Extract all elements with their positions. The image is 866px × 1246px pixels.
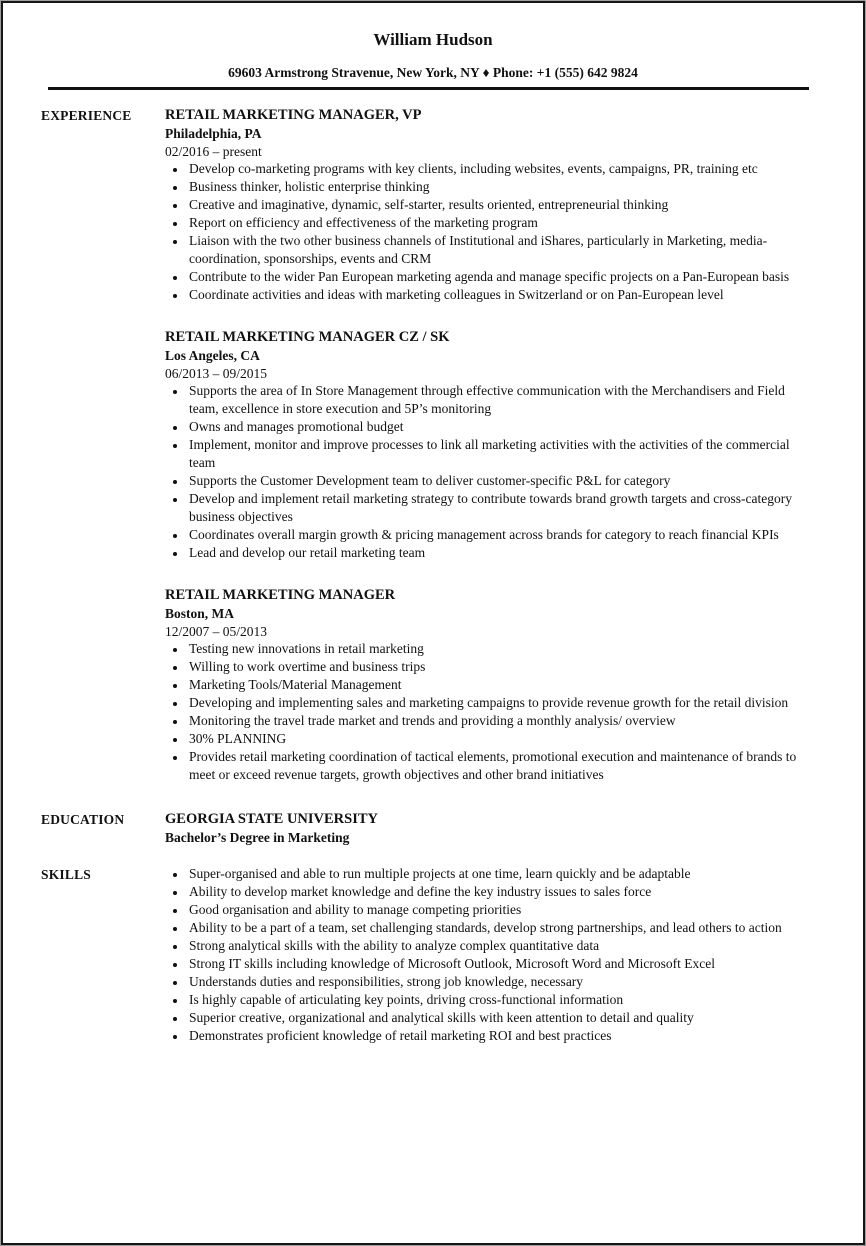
job-dates: 12/2007 – 05/2013 [165,624,268,639]
bullet-item: • Business thinker, holistic enterprise thinking [187,178,807,196]
job-dates: 02/2016 – present [165,144,262,159]
resume-header [3,29,863,90]
bullet-item: • Testing new innovations in retail marketing [187,640,807,658]
job-title: RETAIL MARKETING MANAGER CZ / SK [165,329,450,345]
contact-line: 69603 Armstrong Stravenue, New York, NY ♦ Phone: +1 (555) 642 9824 [228,65,638,80]
bullet-item: • Ability to be a part of a team, set challenging standards, develop strong partnerships, and lead others to action [187,919,807,937]
bullet-item: • Ability to develop market knowledge and define the key industry issues to sales force [187,883,807,901]
job-title: RETAIL MARKETING MANAGER [165,587,396,603]
header-divider [48,87,809,90]
bullet-item: • Understands duties and responsibilities, strong job knowledge, necessary [187,973,807,991]
bullet-item: • Creative and imaginative, dynamic, self-starter, results oriented, entrepreneurial thinking [187,196,807,214]
experience-content [165,106,807,784]
bullet-item: • Strong analytical skills with the ability to analyze complex quantitative data [187,937,807,955]
section-label-experience: EXPERIENCE [41,108,132,123]
section-label-skills: SKILLS [41,867,91,882]
resume-body [3,106,863,1045]
education-content [165,810,807,847]
school-name: GEORGIA STATE UNIVERSITY [165,811,378,827]
bullet-item: • Good organisation and ability to manage competing priorities [187,901,807,919]
bullet-item: • Strong IT skills including knowledge of Microsoft Outlook, Microsoft Word and Microsoft Excel [187,955,807,973]
bullet-item: • Is highly capable of articulating key points, driving cross-functional information [187,991,807,1009]
bullet-item: • Developing and implementing sales and marketing campaigns to provide revenue growth for the retail division [187,694,807,712]
skills-content [165,865,807,1045]
bullet-item: • Liaison with the two other business channels of Institutional and iShares, particularly in Marketing, media-coordination, sponsorships, events and CRM [187,232,807,268]
bullet-item: • Coordinate activities and ideas with marketing colleagues in Switzerland or on Pan-European level [187,286,807,304]
bullet-item: • Implement, monitor and improve processes to link all marketing activities with the activities of the commercial team [187,436,807,472]
bullet-item: • Monitoring the travel trade market and trends and providing a monthly analysis/ overview [187,712,807,730]
bullet-item: • 30% PLANNING [187,730,807,748]
bullet-item: • Develop co-marketing programs with key clients, including websites, events, campaigns, PR, training etc [187,160,807,178]
job-bullet-list [165,382,807,562]
bullet-item: • Contribute to the wider Pan European marketing agenda and manage specific projects on a Pan-European basis [187,268,807,286]
candidate-name: William Hudson [373,30,493,49]
experience-section [3,106,863,784]
section-label-education: EDUCATION [41,812,125,827]
job-location: Boston, MA [165,606,235,621]
job-bullet-list [165,160,807,304]
job-bullet-list [165,640,807,784]
bullet-item: • Super-organised and able to run multiple projects at one time, learn quickly and be adaptable [187,865,807,883]
bullet-item: • Willing to work overtime and business trips [187,658,807,676]
bullet-item: • Superior creative, organizational and analytical skills with keen attention to detail and quality [187,1009,807,1027]
bullet-item: • Lead and develop our retail marketing team [187,544,807,562]
bullet-item: • Marketing Tools/Material Management [187,676,807,694]
job-dates: 06/2013 – 09/2015 [165,366,268,381]
job-entry-2 [165,328,807,562]
job-location: Philadelphia, PA [165,126,262,141]
skills-bullet-list [165,865,807,1045]
bullet-item: • Provides retail marketing coordination of tactical elements, promotional execution and maintenance of brands to meet or exceed revenue targets, growth objectives and other brand initiatives [187,748,807,784]
resume-page [1,1,865,1245]
degree-name: Bachelor’s Degree in Marketing [165,830,350,845]
job-location: Los Angeles, CA [165,348,260,363]
job-title: RETAIL MARKETING MANAGER, VP [165,107,422,123]
bullet-item: • Report on efficiency and effectiveness of the marketing program [187,214,807,232]
bullet-item: • Demonstrates proficient knowledge of retail marketing ROI and best practices [187,1027,807,1045]
skills-section [3,865,863,1045]
education-section [3,810,863,847]
bullet-item: • Supports the area of In Store Management through effective communication with the Merchandisers and Field team, excellence in store execution and 5P’s monitoring [187,382,807,418]
bullet-item: • Supports the Customer Development team to deliver customer-specific P&L for category [187,472,807,490]
bullet-item: • Owns and manages promotional budget [187,418,807,436]
job-entry-1 [165,106,807,304]
bullet-item: • Coordinates overall margin growth & pricing management across brands for category to reach financial KPIs [187,526,807,544]
job-entry-3 [165,586,807,784]
bullet-item: • Develop and implement retail marketing strategy to contribute towards brand growth targets and cross-category business objectives [187,490,807,526]
